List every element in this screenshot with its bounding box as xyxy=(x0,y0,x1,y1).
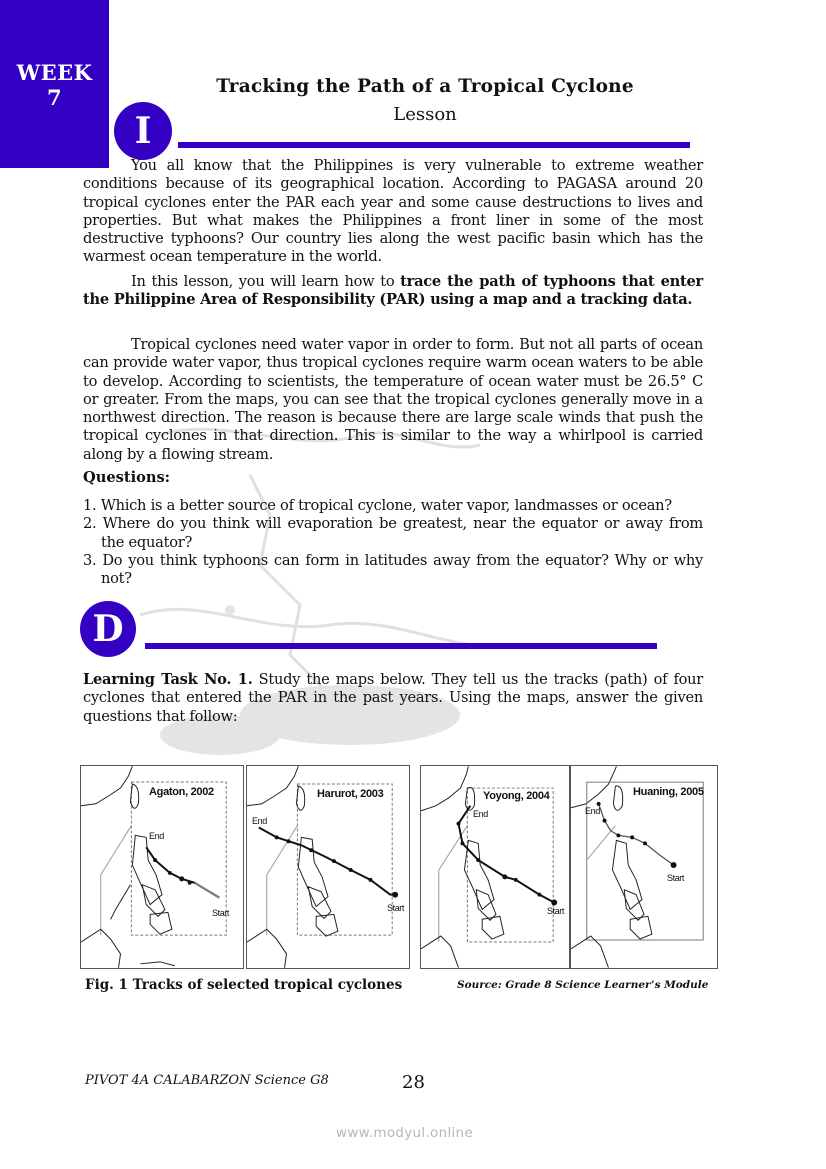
track-start-label: Start xyxy=(547,906,565,916)
track-start-label: Start xyxy=(387,903,405,913)
track-end-label: End xyxy=(473,809,488,819)
map-yoyong xyxy=(420,765,570,969)
map-title: Huaning, 2005 xyxy=(633,786,704,798)
figure-caption: Fig. 1 Tracks of selected tropical cyclones xyxy=(85,977,403,993)
figure-source: Source: Grade 8 Science Learner’s Module xyxy=(457,979,709,991)
footer-publication: PIVOT 4A CALABARZON Science G8 xyxy=(85,1073,329,1088)
page-subtitle: Lesson xyxy=(393,104,457,125)
week-label: WEEK xyxy=(16,60,93,85)
section-d-badge xyxy=(80,601,136,657)
track-start-label: Start xyxy=(212,908,230,918)
site-watermark: www.modyul.online xyxy=(336,1125,474,1141)
track-end-label: End xyxy=(252,816,267,826)
questions-list xyxy=(83,497,703,588)
question-item: 2. Where do you think will evaporation be greatest, near the equator or away from the equator? xyxy=(83,515,703,551)
map-title: Harurot, 2003 xyxy=(317,788,384,800)
page-title: Tracking the Path of a Tropical Cyclone xyxy=(216,76,634,97)
learning-task-text: Study the maps below. They tell us the tracks (path) of four cyclones that entered the PAR in the past years. Using the maps, answer the given questions that follow: xyxy=(83,671,704,725)
question-item: 1. Which is a better source of tropical cyclone, water vapor, landmasses or ocean? xyxy=(83,497,672,514)
week-number: 7 xyxy=(46,85,63,110)
learning-task-label: Learning Task No. 1. xyxy=(83,671,253,688)
section-i-badge xyxy=(114,102,172,160)
map-harurot xyxy=(246,765,410,969)
map-title: Agaton, 2002 xyxy=(149,786,214,798)
objective-paragraph xyxy=(83,273,703,310)
section-i-letter: I xyxy=(134,110,152,152)
learning-task-paragraph xyxy=(83,671,703,726)
question-item: 3. Do you think typhoons can form in latitudes away from the equator? Why or why not? xyxy=(83,551,703,588)
intro-paragraph: You all know that the Philippines is very vulnerable to extreme weather conditions because of its geographical location. According to PAGASA around 20 tropical cyclones enter the PAR each year and some cause destructions to lives and properties. But what makes the Philippines a front liner in some of the most destructive typhoons? Our country lies along the west pacific basin which has the warmest ocean temperature in the world. xyxy=(83,157,703,266)
section-i-divider xyxy=(178,142,690,148)
track-start-label: Start xyxy=(667,873,685,883)
objective-emphasis: trace the path of typhoons that enter the Philippine Area of Responsibility (PAR) using a map and a tracking data. xyxy=(83,273,703,309)
objective-text: In this lesson, you will learn how to xyxy=(131,273,401,290)
track-end-label: End xyxy=(149,831,164,841)
page-number: 28 xyxy=(402,1072,425,1093)
section-d-letter: D xyxy=(92,608,124,650)
map-huaning xyxy=(570,765,718,969)
explanation-paragraph: Tropical cyclones need water vapor in order to form. But not all parts of ocean can provide water vapor, thus tropical cyclones require warm ocean waters to be able to develop. According to scientists, the temperature of ocean water must be 26.5° C or greater. From the maps, you can see that the tropical cyclones generally move in a northwest direction. The reason is because there are large scale winds that push the tropical cyclones in that direction. This is similar to the way a whirlpool is carried along by a flowing stream. xyxy=(83,336,703,463)
track-end-label: End xyxy=(585,806,600,816)
map-agaton xyxy=(80,765,244,969)
week-badge xyxy=(0,0,109,168)
map-title: Yoyong, 2004 xyxy=(483,790,550,802)
questions-heading: Questions: xyxy=(83,469,171,486)
section-d-divider xyxy=(145,643,657,649)
